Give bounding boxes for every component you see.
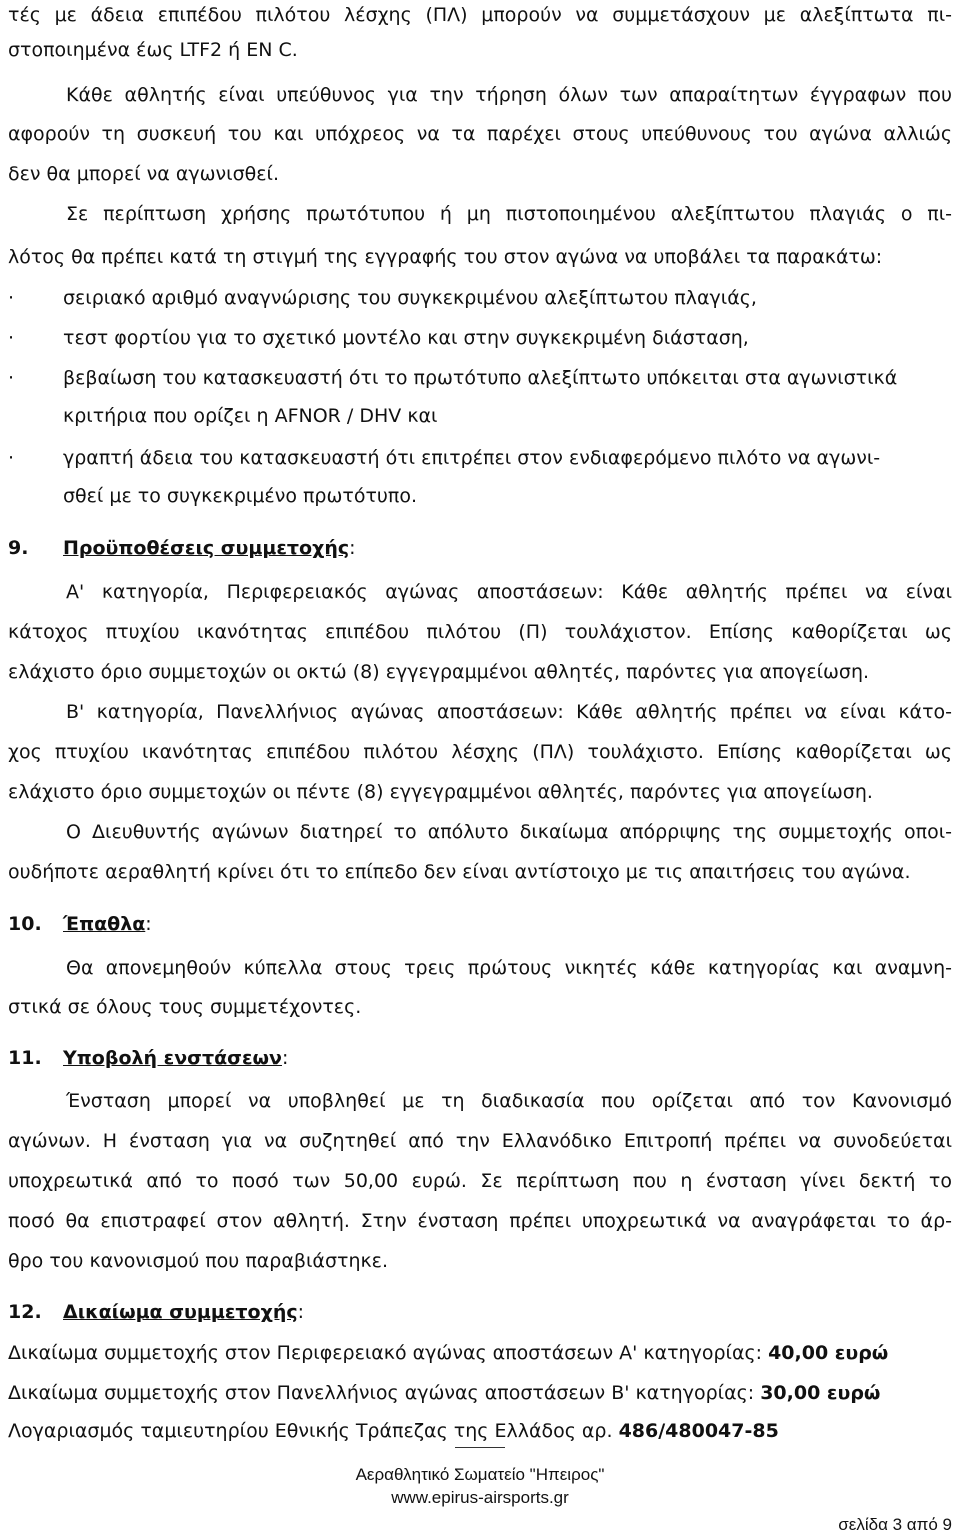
body-text-line: Κάθε αθλητής είναι υπεύθυνος για την τήρηση όλων των απαραίτητων έγγραφων που [66,84,952,106]
fee-value: 30,00 ευρώ [760,1382,881,1404]
section-heading-9 [8,536,356,560]
heading-colon: : [145,913,152,935]
body-text-line: θρο του κανονισμού που παραβιάστηκε. [8,1250,388,1272]
section-number: 9. [8,537,29,559]
list-item-continuation: σθεί με το συγκεκριμένο πρωτότυπο. [63,485,417,507]
body-text-line: ποσό θα επιστραφεί στον αθλητή. Στην ένσταση πρέπει υποχρεωτικά να αναγράφεται το άρ- [8,1210,952,1232]
body-text-line: δεν θα μπορεί να αγωνισθεί. [8,163,279,185]
body-text-line: αφορούν τη συσκευή του και υπόχρεος να τα παρέχει στους υπεύθυνους του αγώνα αλλιώς [8,123,952,145]
footer-url[interactable]: www.epirus-airsports.gr [391,1488,569,1507]
section-number: 10. [8,913,42,935]
list-item [8,366,952,390]
body-text-line: στοποιημένα έως LTF2 ή EN C. [8,39,298,61]
list-item [8,446,952,470]
fee-line-a [8,1341,952,1365]
account-number: 486/480047-85 [618,1420,779,1442]
section-title: Δικαίωμα συμμετοχής [63,1301,298,1323]
fee-label: Δικαίωμα συμμετοχής στον Περιφερειακό αγώνας αποστάσεων Α' κατηγορίας: [8,1342,769,1364]
heading-colon: : [297,1301,305,1323]
body-text-line: Α' κατηγορία, Περιφερειακός αγώνας αποστάσεων: Κάθε αθλητής πρέπει να είναι [66,581,952,603]
body-text-line: λότος θα πρέπει κατά τη στιγμή της εγγραφής του στον αγώνα να υποβάλει τα παρακάτω: [8,246,883,268]
section-number: 11. [8,1047,42,1069]
body-text-line: στικά σε όλους τους συμμετέχοντες. [8,996,362,1018]
footer-divider [455,1447,505,1448]
section-heading-12 [8,1300,304,1324]
footer-org: Αεραθλητικό Σωματείο "Ηπειρος" [355,1465,605,1484]
section-title: Υποβολή ενστάσεων [63,1047,282,1069]
list-item [8,326,952,350]
body-text-line: ελάχιστο όριο συμμετοχών οι οκτώ (8) εγγεγραμμένοι αθλητές, παρόντες για απογείωση. [8,661,870,683]
body-text-line: ουδήποτε αεραθλητή κρίνει ότι το επίπεδο δεν είναι αντίστοιχο με τις απαιτήσεις του αγώνα. [8,861,911,883]
section-number: 12. [8,1301,42,1323]
bullet-marker: · [8,447,15,469]
bullet-marker: · [8,287,15,309]
body-text-line: ελάχιστο όριο συμμετοχών οι πέντε (8) εγγεγραμμένοι αθλητές, παρόντες για απογείωση. [8,781,873,803]
body-text-line: Ένσταση μπορεί να υποβληθεί με τη διαδικασία που ορίζεται από τον Κανονισμό [66,1090,952,1112]
body-text-line: Ο Διευθυντής αγώνων διατηρεί το απόλυτο δικαίωμα απόρριψης της συμμετοχής οποι- [66,821,952,843]
body-text-line: τές με άδεια επιπέδου πιλότου λέσχης (ΠΛ) μπορούν να συμμετάσχουν με αλεξίπτωτα πι- [8,4,952,26]
bullet-marker: · [8,367,15,389]
account-label: Λογαριασμός ταμιευτηρίου Εθνικής Τράπεζας της Ελλάδος αρ. [8,1420,619,1442]
account-line [8,1419,952,1443]
heading-colon: : [281,1047,289,1069]
section-title: Έπαθλα [63,913,146,935]
page-number: σελίδα 3 από 9 [838,1515,952,1534]
bullet-marker: · [8,327,15,349]
body-text-line: Σε περίπτωση χρήσης πρωτότυπου ή μη πιστοποιημένου αλεξίπτωτου πλαγιάς ο πι- [66,203,952,225]
section-title: Προϋποθέσεις συμμετοχής [63,537,350,559]
fee-value: 40,00 ευρώ [768,1342,889,1364]
body-text-line: Β' κατηγορία, Πανελλήνιος αγώνας αποστάσεων: Κάθε αθλητής πρέπει να είναι κάτο- [66,701,952,723]
section-heading-11 [8,1046,288,1070]
heading-colon: : [349,537,356,559]
fee-line-b [8,1381,952,1405]
body-text-line: αγώνων. Η ένσταση για να συζητηθεί από την Ελλανόδικο Επιτροπή πρέπει να συνοδεύεται [8,1130,952,1152]
list-item-text: βεβαίωση του κατασκευαστή ότι το πρωτότυπο αλεξίπτωτο υπόκειται στα αγωνιστικά [63,367,898,389]
list-item-text: σειριακό αριθμό αναγνώρισης του συγκεκριμένου αλεξίπτωτου πλαγιάς, [63,287,757,309]
list-item-text: γραπτή άδεια του κατασκευαστή ότι επιτρέπει στον ενδιαφερόμενο πιλότο να αγωνι- [63,447,881,469]
section-heading-10 [8,912,152,936]
fee-label: Δικαίωμα συμμετοχής στον Πανελλήνιος αγώνας αποστάσεων Β' κατηγορίας: [8,1382,761,1404]
body-text-line: κάτοχος πτυχίου ικανότητας επιπέδου πιλότου (Π) τουλάχιστον. Επίσης καθορίζεται ως [8,621,952,643]
body-text-line: υποχρεωτικά από το ποσό των 50,00 ευρώ. Σε περίπτωση που η ένσταση γίνει δεκτή το [8,1170,952,1192]
list-item-continuation: κριτήρια που ορίζει η AFNOR / DHV και [63,405,438,427]
body-text-line: Θα απονεμηθούν κύπελλα στους τρεις πρώτους νικητές κάθε κατηγορίας και αναμνη- [66,957,952,979]
body-text-line: χος πτυχίου ικανότητας επιπέδου πιλότου λέσχης (ΠΛ) τουλάχιστο. Επίσης καθορίζεται ως [8,741,952,763]
list-item-text: τεστ φορτίου για το σχετικό μοντέλο και στην συγκεκριμένη διάσταση, [63,327,749,349]
list-item [8,286,952,310]
